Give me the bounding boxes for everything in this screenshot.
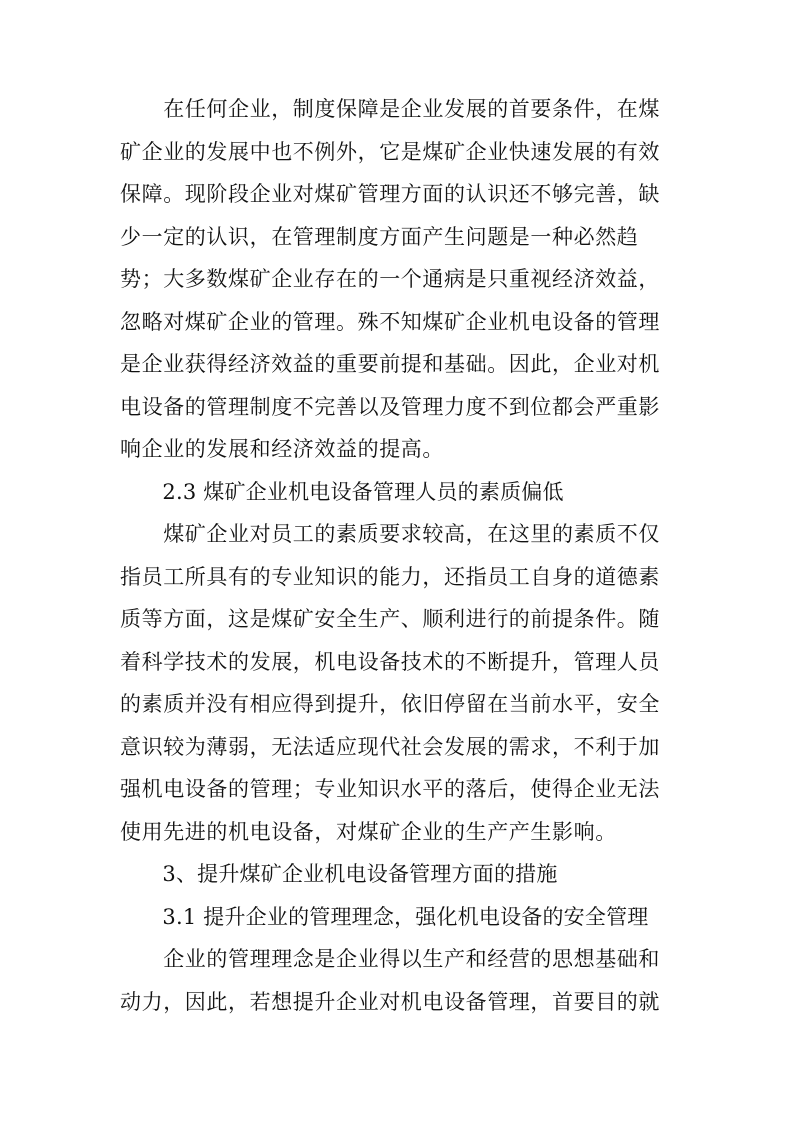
- text-line: 响企业的发展和经济效益的提高。: [120, 437, 444, 461]
- paragraph-institutional-guarantee: [120, 88, 675, 471]
- heading-text: 3、提升煤矿企业机电设备管理方面的措施: [120, 862, 558, 886]
- text-line: 电设备的管理制度不完善以及管理力度不到位都会严重影: [120, 394, 660, 419]
- text-line: 少一定的认识，在管理制度方面产生问题是一种必然趋: [120, 224, 639, 249]
- text-line: 动力，因此，若想提升企业对机电设备管理，首要目的就: [120, 989, 660, 1014]
- paragraph-management-concept: [120, 938, 675, 1023]
- text-line: 质等方面，这是煤矿安全生产、顺利进行的前提条件。随: [120, 607, 660, 631]
- text-line: 煤矿企业对员工的素质要求较高，在这里的素质不仅: [120, 522, 660, 546]
- text-line: 意识较为薄弱，无法适应现代社会发展的需求，不利于加: [120, 734, 660, 759]
- text-line: 企业的管理理念是企业得以生产和经营的思想基础和: [120, 947, 660, 971]
- text-line: 保障。现阶段企业对煤矿管理方面的认识还不够完善，缺: [120, 182, 660, 206]
- section-heading-3-1: [120, 896, 675, 939]
- document-body: [120, 88, 675, 1023]
- section-heading-3: [120, 853, 675, 896]
- text-line: 矿企业的发展中也不例外，它是煤矿企业快速发展的有效: [120, 139, 660, 164]
- text-line: 强机电设备的管理；专业知识水平的落后，使得企业无法: [120, 777, 660, 801]
- heading-text: 2.3 煤矿企业机电设备管理人员的素质偏低: [120, 479, 564, 504]
- section-heading-2-3: [120, 471, 675, 514]
- text-line: 是企业获得经济效益的重要前提和基础。因此，企业对机: [120, 352, 660, 376]
- heading-text: 3.1 提升企业的管理理念，强化机电设备的安全管理: [120, 904, 649, 929]
- text-line: 在任何企业，制度保障是企业发展的首要条件，在煤: [120, 97, 660, 121]
- text-line: 着科学技术的发展，机电设备技术的不断提升，管理人员: [120, 649, 660, 674]
- text-line: 忽略对煤矿企业的管理。殊不知煤矿企业机电设备的管理: [120, 309, 660, 334]
- text-line: 指员工所具有的专业知识的能力，还指员工自身的道德素: [120, 564, 660, 589]
- text-line: 的素质并没有相应得到提升，依旧停留在当前水平，安全: [120, 692, 660, 716]
- paragraph-staff-quality: [120, 513, 675, 853]
- text-line: 势；大多数煤矿企业存在的一个通病是只重视经济效益，: [120, 267, 660, 291]
- text-line: 使用先进的机电设备，对煤矿企业的生产产生影响。: [120, 819, 617, 844]
